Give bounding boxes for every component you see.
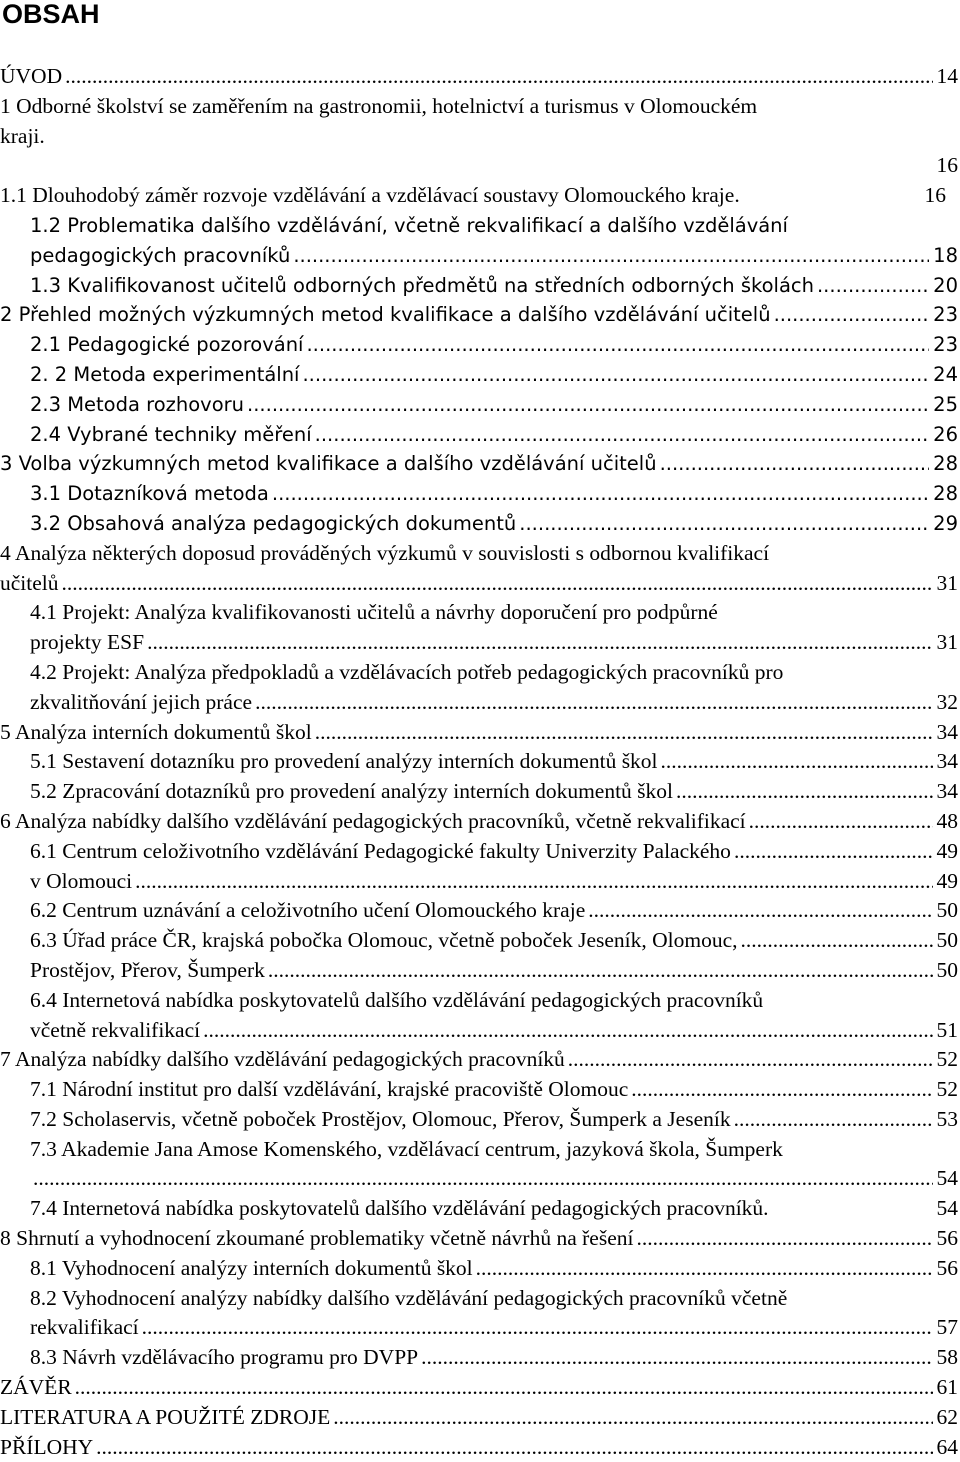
toc-entry[interactable]	[0, 271, 958, 301]
toc-entry[interactable]	[0, 926, 958, 956]
toc-entry-page: 31	[936, 630, 958, 655]
toc-entry-page: 54	[936, 1166, 958, 1191]
toc-entry-title: 4 Analýza některých doposud prováděných výzkumů v souvislosti s odbornou kvalifikací	[0, 540, 770, 565]
toc-entry-title: ÚVOD	[0, 64, 63, 88]
dot-leader	[139, 1313, 933, 1343]
toc-entry-page: 28	[933, 482, 958, 506]
toc-entry-title: projekty ESF	[30, 630, 145, 655]
toc-entry-title: 4.2 Projekt: Analýza předpokladů a vzdělávacích potřeb pedagogických pracovníků pro	[30, 659, 784, 684]
dot-leader	[473, 1254, 933, 1284]
toc-entry-page: 50	[936, 928, 958, 953]
toc-entry-title: zkvalitňování jejich práce	[30, 689, 253, 714]
toc-entry-title: 2.4 Vybrané techniky měření	[30, 422, 312, 446]
toc-entry-page: 24	[933, 362, 958, 386]
toc-entry-title: 2.1 Pedagogické pozorování	[30, 333, 304, 357]
dot-leader	[731, 1105, 933, 1135]
toc-entry-title: 6 Analýza nabídky dalšího vzdělávání pedagogických pracovníků, včetně rekvalifikací	[0, 808, 746, 833]
dot-leader	[814, 271, 929, 301]
toc-entry-title: 7.2 Scholaservis, včetně poboček Prostějov, Olomouc, Přerov, Šumperk a Jeseník	[30, 1106, 731, 1131]
toc-entry-title: 6.1 Centrum celoživotního vzdělávání Pedagogické fakulty Univerzity Palackého	[30, 838, 731, 863]
toc-entry-title: 7.4 Internetová nabídka poskytovatelů dalšího vzdělávání pedagogických pracovníků.	[30, 1196, 769, 1221]
toc-entry[interactable]	[0, 300, 958, 330]
toc-entry-page: 50	[936, 957, 958, 982]
toc-entry-page: 49	[936, 868, 958, 893]
toc-entry-page: 48	[936, 808, 958, 833]
toc-entry-page: 34	[936, 779, 958, 804]
toc-entry[interactable]	[0, 330, 958, 360]
dot-leader	[771, 300, 930, 330]
toc-entry-title: 1.1 Dlouhodobý záměr rozvoje vzdělávání a vzdělávací soustavy Olomouckého kraje.	[0, 183, 740, 208]
toc-entry-page: 28	[933, 452, 958, 476]
toc-entry-continuation[interactable]	[0, 569, 958, 599]
toc-entry-page: 51	[936, 1017, 958, 1042]
toc-entry[interactable]	[0, 92, 958, 122]
toc-entry-page: 23	[933, 303, 958, 327]
dot-leader	[144, 628, 932, 658]
toc-entry[interactable]	[0, 777, 958, 807]
toc-entry-page: 52	[936, 1047, 958, 1072]
toc-entry-title: 1.2 Problematika dalšího vzdělávání, včetně rekvalifikací a dalšího vzdělávání	[30, 213, 788, 237]
dot-leader	[59, 569, 933, 599]
dot-leader	[312, 420, 930, 450]
toc-entry[interactable]	[0, 1105, 958, 1135]
toc-entry-page: 29	[933, 511, 958, 535]
toc-entry-page: 34	[936, 749, 958, 774]
dot-leader	[200, 1016, 932, 1046]
toc-entry-page: 26	[933, 422, 958, 446]
toc-entry[interactable]	[0, 449, 958, 479]
toc-entry-continuation[interactable]	[0, 151, 958, 181]
toc-entry-title: 2 Přehled možných výzkumných metod kvalifikace a dalšího vzdělávání učitelů	[0, 303, 771, 327]
toc-entry-title: 6.3 Úřad práce ČR, krajská pobočka Olomouc, včetně poboček Jeseník, Olomouc,	[30, 928, 738, 953]
dot-leader	[738, 926, 933, 956]
toc-entry-title: 6.4 Internetová nabídka poskytovatelů dalšího vzdělávání pedagogických pracovníků	[30, 987, 764, 1012]
dot-leader	[516, 509, 929, 539]
toc-entry[interactable]	[0, 181, 958, 211]
dot-leader	[585, 896, 932, 926]
toc-entry[interactable]	[0, 837, 958, 867]
toc-entry-continuation[interactable]	[0, 956, 958, 986]
toc-entry-page: 54	[936, 1196, 958, 1221]
dot-leader	[303, 330, 929, 360]
toc-entry-page: 62	[936, 1404, 958, 1429]
toc-entry-page: 18	[933, 243, 958, 267]
toc-entry-page: 31	[936, 570, 958, 595]
toc-entry-title: 3.1 Dotazníková metoda	[30, 482, 269, 506]
toc-entry-page: 58	[936, 1345, 958, 1370]
toc-entry-title: LITERATURA A POUŽITÉ ZDROJE	[0, 1404, 331, 1429]
toc-entry-continuation[interactable]	[0, 241, 958, 271]
toc-entry-continuation[interactable]	[0, 628, 958, 658]
dot-leader	[72, 1373, 933, 1403]
dot-leader	[290, 241, 929, 271]
toc-entry-page: 16	[936, 153, 958, 178]
toc-entry-page: 25	[933, 392, 958, 416]
toc-entry-title: kraji.	[0, 123, 45, 148]
toc-entry[interactable]	[0, 1284, 958, 1314]
toc-entry-title: pedagogických pracovníků	[30, 243, 291, 267]
toc-entry[interactable]	[0, 360, 958, 390]
dot-leader	[299, 360, 929, 390]
dot-leader	[244, 390, 929, 420]
dot-leader	[628, 1075, 932, 1105]
toc-entry-continuation[interactable]	[0, 1016, 958, 1046]
dot-leader	[418, 1343, 932, 1373]
toc-entry[interactable]	[0, 509, 958, 539]
dot-leader	[746, 807, 933, 837]
toc-entry[interactable]	[0, 807, 958, 837]
toc-entry-page: 50	[936, 898, 958, 923]
toc-entry[interactable]	[0, 1403, 958, 1433]
toc-entry-page: 56	[936, 1255, 958, 1280]
toc-entry-title: 1.3 Kvalifikovanost učitelů odborných předmětů na středních odborných školách	[30, 273, 814, 297]
toc-entry-title: 6.2 Centrum uznávání a celoživotního učení Olomouckého kraje	[30, 898, 586, 923]
dot-leader	[93, 1433, 932, 1462]
toc-entry-continuation[interactable]	[0, 688, 958, 718]
toc-entry-title: 7 Analýza nabídky dalšího vzdělávání pedagogických pracovníků	[0, 1047, 565, 1072]
table-of-contents	[0, 62, 958, 1462]
toc-entry-title: 7.1 Národní institut pro další vzdělávání, krajské pracoviště Olomouc	[30, 1077, 629, 1102]
toc-entry-page: 23	[933, 333, 958, 357]
toc-entry-continuation[interactable]	[0, 1313, 958, 1343]
toc-entry[interactable]	[0, 986, 958, 1016]
toc-entry-continuation[interactable]	[0, 122, 958, 152]
toc-entry[interactable]	[0, 1135, 958, 1165]
toc-entry[interactable]	[0, 658, 958, 688]
toc-entry[interactable]	[0, 62, 958, 92]
toc-entry-page: 34	[936, 719, 958, 744]
page-title: OBSAH	[2, 0, 100, 29]
toc-entry-title: ZÁVĚR	[0, 1375, 72, 1400]
toc-entry[interactable]	[0, 539, 958, 569]
toc-entry[interactable]	[0, 479, 958, 509]
toc-entry[interactable]	[0, 1343, 958, 1373]
toc-entry-title: učitelů	[0, 570, 59, 595]
toc-entry[interactable]	[0, 420, 958, 450]
dot-leader	[330, 1403, 932, 1433]
toc-entry-page: 14	[936, 64, 958, 88]
toc-entry-title: 1 Odborné školství se zaměřením na gastronomii, hotelnictví a turismus v Olomouckém	[0, 93, 758, 118]
toc-entry-continuation[interactable]	[0, 867, 958, 897]
toc-entry[interactable]	[0, 1373, 958, 1403]
toc-entry[interactable]	[0, 598, 958, 628]
dot-leader	[731, 837, 933, 867]
toc-entry-page: 49	[936, 838, 958, 863]
toc-entry[interactable]	[0, 1045, 958, 1075]
toc-entry-title: 5 Analýza interních dokumentů škol	[0, 719, 312, 744]
toc-entry[interactable]	[0, 1075, 958, 1105]
toc-entry-title: 3.2 Obsahová analýza pedagogických dokumentů	[30, 511, 517, 535]
toc-entry[interactable]	[0, 1433, 958, 1462]
toc-entry-title: 5.1 Sestavení dotazníku pro provedení analýzy interních dokumentů škol	[30, 749, 658, 774]
dot-leader	[62, 62, 932, 92]
toc-entry-title: 8.2 Vyhodnocení analýzy nabídky dalšího vzdělávání pedagogických pracovníků včetně	[30, 1285, 788, 1310]
dot-leader	[565, 1045, 933, 1075]
dot-leader	[658, 747, 933, 777]
toc-entry-title: PŘÍLOHY	[0, 1434, 94, 1459]
dot-leader	[657, 449, 930, 479]
dot-leader	[673, 777, 932, 807]
toc-entry-title: rekvalifikací	[30, 1315, 139, 1340]
toc-entry-page: 56	[936, 1226, 958, 1251]
dot-leader	[132, 867, 932, 897]
toc-entry[interactable]	[0, 390, 958, 420]
toc-entry-page: 16	[924, 183, 946, 208]
toc-entry[interactable]	[0, 747, 958, 777]
dot-leader	[265, 956, 933, 986]
toc-entry-title: 8 Shrnutí a vyhodnocení zkoumané problematiky včetně návrhů na řešení	[0, 1226, 634, 1251]
toc-entry-title: v Olomouci	[30, 868, 133, 893]
toc-entry-title: 4.1 Projekt: Analýza kvalifikovanosti učitelů a návrhy doporučení pro podpůrné	[30, 600, 718, 625]
dot-leader	[252, 688, 932, 718]
toc-entry-title: 5.2 Zpracování dotazníků pro provedení analýzy interních dokumentů škol	[30, 779, 674, 804]
toc-entry-title: 8.3 Návrh vzdělávacího programu pro DVPP	[30, 1345, 419, 1370]
toc-entry-page: 52	[936, 1077, 958, 1102]
toc-entry-title: 3 Volba výzkumných metod kvalifikace a dalšího vzdělávání učitelů	[0, 452, 657, 476]
toc-entry[interactable]	[0, 718, 958, 748]
toc-entry[interactable]	[0, 1254, 958, 1284]
toc-entry-page: 53	[936, 1106, 958, 1131]
toc-entry-title: 2. 2 Metoda experimentální	[30, 362, 300, 386]
toc-entry[interactable]	[0, 896, 958, 926]
toc-entry[interactable]	[0, 1194, 958, 1224]
toc-entry-title: 8.1 Vyhodnocení analýzy interních dokumentů škol	[30, 1255, 473, 1280]
toc-entry-page: 61	[936, 1375, 958, 1400]
toc-entry[interactable]	[0, 1224, 958, 1254]
toc-entry-page: 20	[933, 273, 958, 297]
toc-entry[interactable]	[0, 211, 958, 241]
toc-entry-title: Prostějov, Přerov, Šumperk	[30, 957, 265, 982]
toc-entry-title: 2.3 Metoda rozhovoru	[30, 392, 245, 416]
toc-entry-page: 57	[936, 1315, 958, 1340]
toc-entry-title: včetně rekvalifikací	[30, 1017, 201, 1042]
toc-entry-page: 32	[936, 689, 958, 714]
toc-entry-page: 64	[936, 1434, 958, 1459]
toc-entry-title: 7.3 Akademie Jana Amose Komenského, vzdělávací centrum, jazyková škola, Šumperk	[30, 1136, 783, 1161]
dot-leader	[633, 1224, 932, 1254]
toc-entry-continuation[interactable]	[0, 1164, 958, 1194]
dot-leader	[269, 479, 929, 509]
dot-leader	[30, 1164, 933, 1194]
dot-leader	[312, 718, 933, 748]
